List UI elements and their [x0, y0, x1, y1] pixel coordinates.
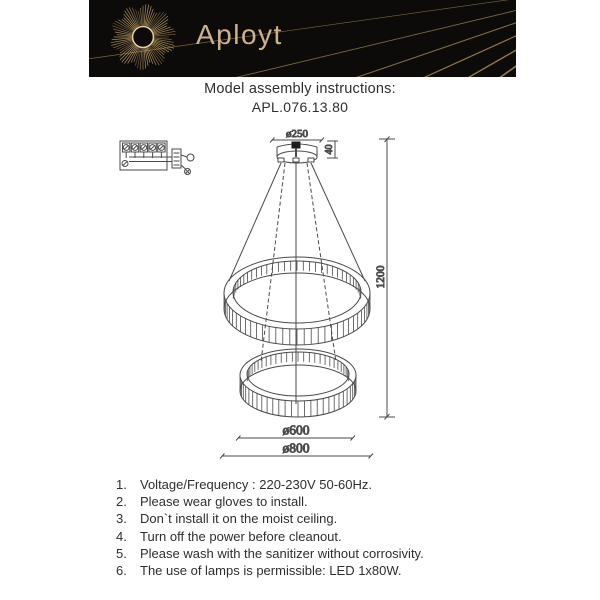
list-item — [116, 476, 556, 493]
sheet-heading: Model assembly instructions: — [204, 81, 396, 97]
list-item — [116, 545, 556, 562]
item-number: 2. — [116, 494, 127, 510]
item-text: Please wear gloves to install. — [140, 494, 308, 510]
item-text: Please wash with the sanitizer without corrosivity. — [140, 545, 424, 561]
ceiling-canopy — [277, 142, 317, 164]
dim-canopy-diameter — [270, 128, 324, 143]
terminal-block-diagram — [120, 141, 194, 175]
list-item — [116, 528, 556, 545]
svg-text:40: 40 — [324, 144, 335, 155]
item-text: The use of lamps is permissible: LED 1x80W. — [140, 563, 402, 579]
dim-suspension-height — [375, 137, 395, 420]
dim-canopy-height — [324, 141, 338, 158]
item-number: 6. — [116, 563, 127, 579]
list-item — [116, 562, 556, 579]
item-number: 1. — [116, 477, 127, 492]
list-item — [116, 493, 556, 510]
item-number: 4. — [116, 528, 127, 544]
list-item — [116, 510, 556, 527]
svg-text:ø600: ø600 — [282, 422, 310, 438]
item-text: Turn off the power before cleanout. — [140, 528, 342, 544]
item-text: Don`t install it on the moist ceiling. — [140, 511, 338, 527]
item-number: 5. — [116, 545, 127, 561]
svg-text:ø250: ø250 — [286, 128, 308, 140]
instruction-list — [116, 476, 556, 579]
svg-text:1200: 1200 — [375, 265, 387, 289]
dim-large-ring-diameter — [220, 441, 373, 459]
item-number: 3. — [116, 511, 127, 527]
large-crystal-ring — [224, 257, 370, 345]
item-text: Voltage/Frequency : 220-230V 50-60Hz. — [140, 477, 372, 492]
svg-text:ø800: ø800 — [282, 440, 310, 456]
dim-small-ring-diameter — [236, 423, 355, 441]
small-crystal-ring — [240, 349, 356, 417]
model-number: APL.076.13.80 — [251, 99, 349, 115]
brand-name: Aployt — [196, 19, 283, 50]
